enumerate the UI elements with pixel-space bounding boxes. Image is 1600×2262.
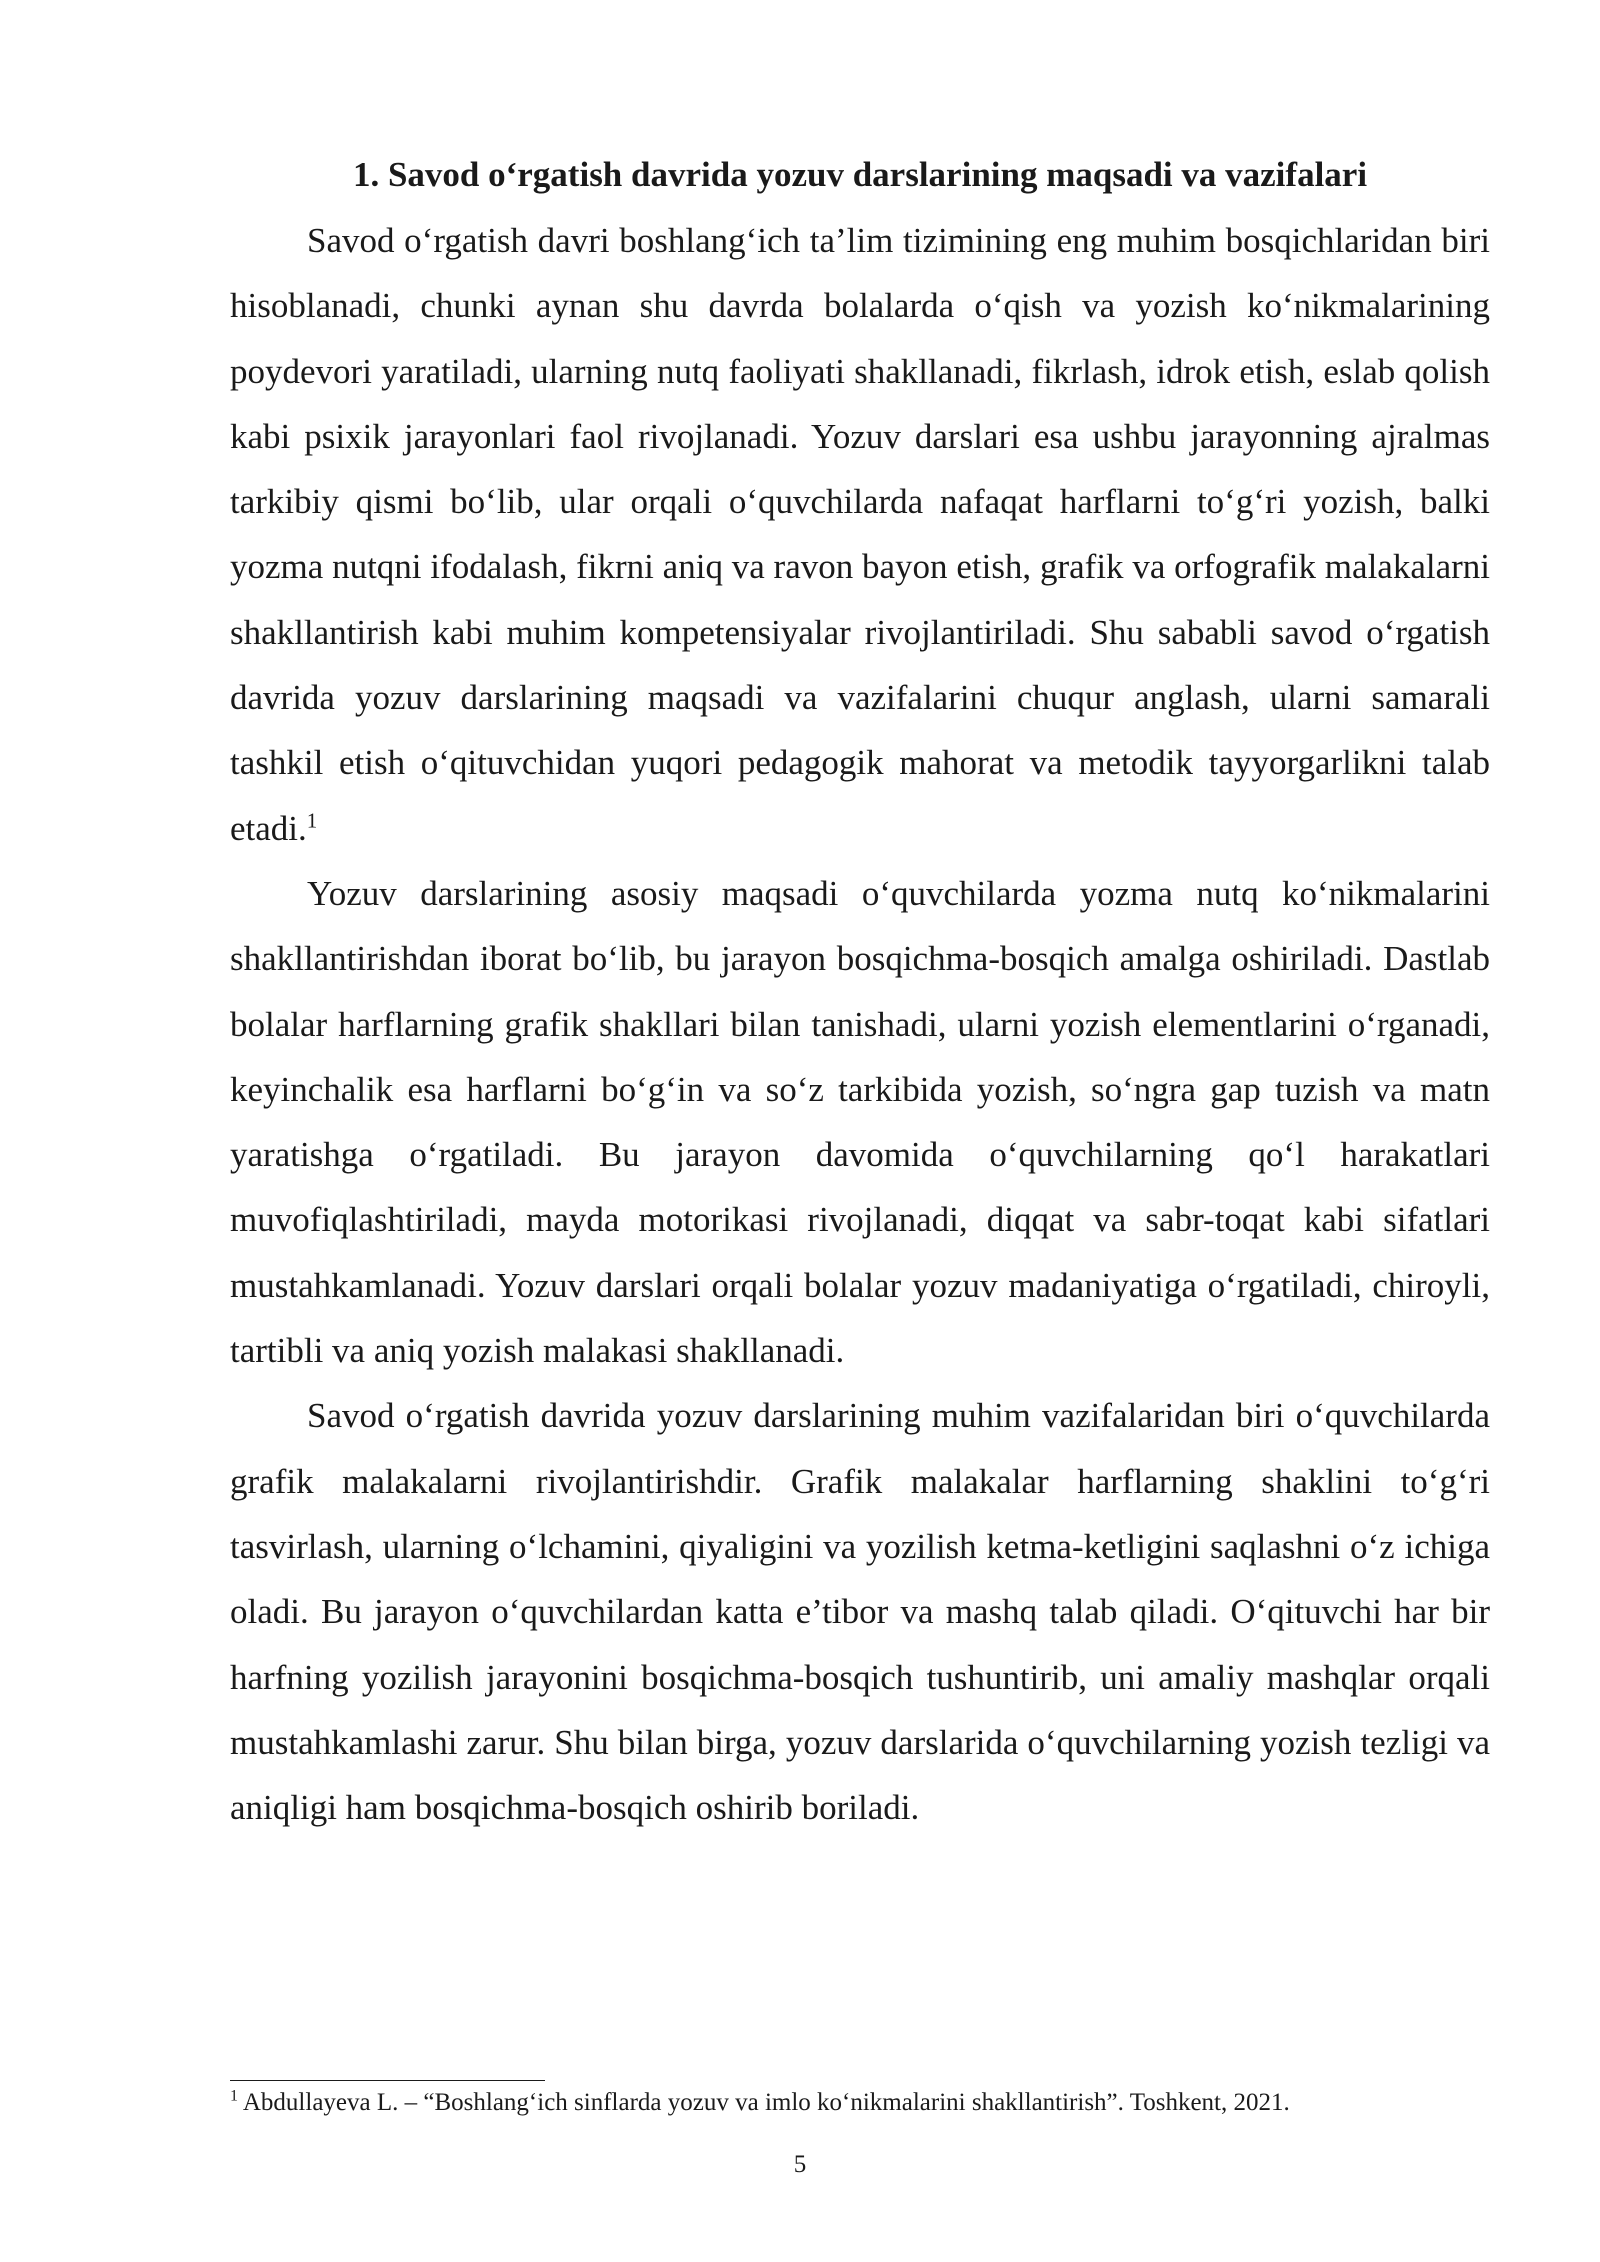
page-number: 5 — [793, 2151, 807, 2178]
footnote-marker: 1 — [230, 2087, 238, 2105]
section-heading: 1. Savod o‘rgatish davrida yozuv darslarining maqsadi va vazifalari — [352, 155, 1368, 194]
paragraph-3: Savod o‘rgatish davrida yozuv darslarining muhim vazifalaridan biri o‘quvchilarda grafik malakalarni rivojlantirishdir. Grafik malakalar harflarning shaklini to‘g‘ri tasvirlash, ularning o‘lchamini, qiyaligini va yozilish ketma-ketligini saqlashni o‘z ichiga oladi. Bu jarayon o‘quvchilardan katta e’tibor va mashq talab qiladi. O‘qituvchi har bir harfning yozilish jarayonini bosqichma-bosqich tushuntirib, uni amaliy mashqlar orqali mustahkamlashi zarur. Shu bilan birga, yozuv darslarida o‘quvchilarning yozish tezligi va aniqligi ham bosqichma-bosqich oshirib boriladi. — [230, 1396, 1490, 1828]
footnote — [230, 2086, 1490, 2120]
body-text — [230, 208, 1490, 1840]
footnote-reference: 1 — [306, 808, 318, 833]
paragraph-2: Yozuv darslarining asosiy maqsadi o‘quvchilarda yozma nutq ko‘nikmalarini shakllantirishdan iborat bo‘lib, bu jarayon bosqichma-bosqich amalga oshiriladi. Dastlab bolalar harflarning grafik shakllari bilan tanishadi, ularni yozish elementlarini o‘rganadi, keyinchalik esa harflarni bo‘g‘in va so‘z tarkibida yozish, so‘ngra gap tuzish va matn yaratishga o‘rgatiladi. Bu jarayon davomida o‘quvchilarning qo‘l harakatlari muvofiqlashtiriladi, mayda motorikasi rivojlanadi, diqqat va sabr-toqat kabi sifatlari mustahkamlanadi. Yozuv darslari orqali bolalar yozuv madaniyatiga o‘rgatiladi, chiroyli, tartibli va aniq yozish malakasi shakllanadi. — [230, 873, 1490, 1371]
footnote-text: Abdullayeva L. – “Boshlang‘ich sinflarda yozuv va imlo ko‘nikmalarini shakllantirish”. Toshkent, 2021. — [238, 2089, 1290, 2116]
paragraph-1-text: Savod o‘rgatish davri boshlang‘ich ta’lim tizimining eng muhim bosqichlaridan biri hisoblanadi, chunki aynan shu davrda bolalarda o‘qish va yozish ko‘nikmalarining poydevori yaratiladi, ularning nutq faoliyati shakllanadi, fikrlash, idrok etish, eslab qolish kabi psixik jarayonlari faol rivojlanadi. Yozuv darslari esa ushbu jarayonning ajralmas tarkibiy qismi bo‘lib, ular orqali o‘quvchilarda nafaqat harflarni to‘g‘ri yozish, balki yozma nutqni ifodalash, fikrni aniq va ravon bayon etish, grafik va orfografik malakalarni shakllantirish kabi muhim kompetensiyalar rivojlantiriladi. Shu sababli savod o‘rgatish davrida yozuv darslarining maqsadi va vazifalarini chuqur anglash, ularni samarali tashkil etish o‘qituvchidan yuqori pedagogik mahorat va metodik tayyorgarlikni talab etadi. — [230, 221, 1490, 848]
paragraph-1 — [230, 208, 1490, 861]
footnote-divider — [230, 2080, 545, 2081]
